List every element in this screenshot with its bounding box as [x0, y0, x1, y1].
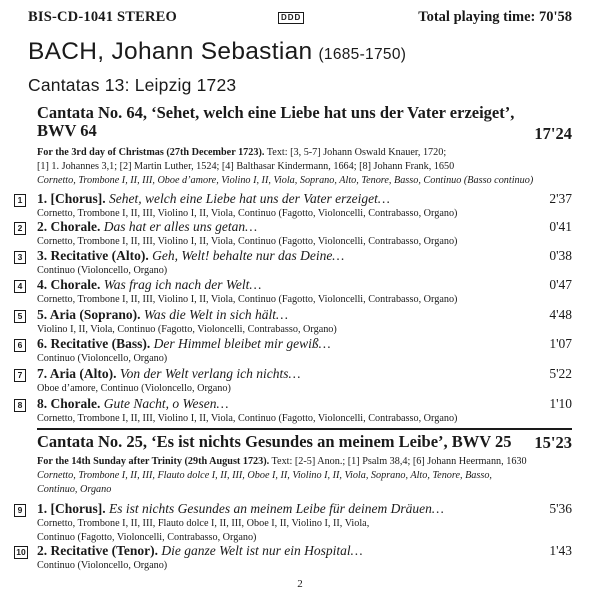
- track-duration: 0'41: [549, 219, 572, 234]
- track-title: [37, 336, 331, 352]
- track-row[interactable]: [14, 396, 572, 426]
- cantata-scoring: Cornetto, Trombone I, II, III, Flauto dolce I, II, III, Oboe I, II, Violino I, II, Viola, Soprano, Alto, Tenore, Basso,: [37, 470, 492, 481]
- track-row[interactable]: [14, 336, 572, 366]
- cantata-scoring-cont: Continuo, Organo: [37, 484, 112, 495]
- album-title: Cantatas 13: Leipzig 1723: [28, 75, 237, 95]
- track-duration: 5'22: [549, 366, 572, 381]
- movement-text: Von der Welt verlang ich nichts…: [119, 366, 301, 381]
- ddd-badge: DDD: [278, 12, 304, 24]
- text-sources: Text: [3, 5-7] Johann Oswald Knauer, 1720;: [266, 147, 447, 158]
- cantata-scoring: Cornetto, Trombone I, II, III, Oboe d’amore, Violino I, II, Viola, Soprano, Alto, Tenore, Basso, Continuo (Basso continuo): [37, 175, 534, 186]
- track-number-box: 8: [14, 399, 26, 412]
- track-title: [37, 277, 261, 293]
- track-title: [37, 396, 229, 412]
- composer-heading: [28, 38, 406, 66]
- track-number-box: 6: [14, 339, 26, 352]
- track-number-box: 2: [14, 222, 26, 235]
- composer-name: BACH, Johann Sebastian: [28, 38, 313, 65]
- track-number-box: 7: [14, 369, 26, 382]
- track-instruments: Cornetto, Trombone I, II, III, Violino I, II, Viola, Continuo (Fagotto, Violoncelli, Contrabasso, Organo): [37, 208, 458, 219]
- movement-name: 7. Aria (Alto).: [37, 366, 117, 381]
- track-number-box: 5: [14, 310, 26, 323]
- occasion-text: For the 14th Sunday after Trinity (29th August 1723).: [37, 456, 270, 467]
- track-row[interactable]: [14, 277, 572, 307]
- movement-name: 1. [Chorus].: [37, 191, 106, 206]
- text-sources-cont: [1] 1. Johannes 3,1; [2] Martin Luther, 1524; [4] Balthasar Kindermann, 1664; [8] Johann Frank, 1650: [37, 161, 455, 172]
- track-row[interactable]: [14, 366, 572, 396]
- track-duration: 1'10: [549, 396, 572, 411]
- track-number-box: 9: [14, 504, 26, 517]
- track-instruments: Violino I, II, Viola, Continuo (Fagotto, Violoncelli, Contrabasso, Organo): [37, 324, 337, 335]
- movement-name: 3. Recitative (Alto).: [37, 248, 149, 263]
- track-row[interactable]: [14, 307, 572, 337]
- track-instruments: Oboe d’amore, Continuo (Violoncello, Organo): [37, 383, 231, 394]
- movement-text: Der Himmel bleibet mir gewiß…: [153, 336, 331, 351]
- cantata-title: [37, 433, 572, 451]
- composer-dates: (1685-1750): [318, 46, 407, 63]
- movement-text: Die ganze Welt ist nur ein Hospital…: [161, 543, 363, 558]
- track-title: [37, 501, 444, 517]
- track-row[interactable]: [14, 501, 572, 545]
- cantata-title-line: Cantata No. 25, ‘Es ist nichts Gesundes an meinem Leibe’, BWV 25: [37, 432, 512, 451]
- cantata-title-line: BWV 64: [37, 121, 97, 140]
- track-duration: 4'48: [549, 307, 572, 322]
- track-number-box: 1: [14, 194, 26, 207]
- cantata-title: [37, 104, 572, 140]
- movement-text: Das hat er alles uns getan…: [103, 219, 258, 234]
- movement-name: 2. Recitative (Tenor).: [37, 543, 158, 558]
- track-duration: 2'37: [549, 191, 572, 206]
- track-duration: 1'43: [549, 543, 572, 558]
- track-instruments: Cornetto, Trombone I, II, III, Violino I, II, Viola, Continuo (Fagotto, Violoncelli, Contrabasso, Organo): [37, 236, 458, 247]
- cantata-duration: 15'23: [534, 433, 572, 452]
- cantata-duration: 17'24: [534, 124, 572, 143]
- track-title: [37, 248, 344, 264]
- cantata-occasion: [37, 146, 572, 160]
- track-title: [37, 307, 288, 323]
- movement-name: 4. Chorale.: [37, 277, 101, 292]
- track-instruments: Cornetto, Trombone I, II, III, Flauto dolce I, II, III, Oboe I, II, Violino I, II, Viola,: [37, 518, 370, 529]
- track-title: [37, 366, 300, 382]
- movement-name: 1. [Chorus].: [37, 501, 106, 516]
- track-number-box: 3: [14, 251, 26, 264]
- track-instruments: Cornetto, Trombone I, II, III, Violino I, II, Viola, Continuo (Fagotto, Violoncelli, Contrabasso, Organo): [37, 294, 458, 305]
- cantata-title-line: Cantata No. 64, ‘Sehet, welch eine Liebe hat uns der Vater erzeiget’,: [37, 103, 515, 122]
- movement-text: Sehet, welch eine Liebe hat uns der Vater erzeiget…: [109, 191, 390, 206]
- track-instruments: Continuo (Violoncello, Organo): [37, 353, 168, 364]
- track-row[interactable]: [14, 191, 572, 221]
- header-bar: [28, 9, 572, 29]
- track-instruments: Continuo (Violoncello, Organo): [37, 560, 168, 571]
- movement-text: Es ist nichts Gesundes an meinem Leibe für deinem Dräuen…: [109, 501, 444, 516]
- track-number-box: 10: [14, 546, 28, 559]
- track-instruments: Continuo (Violoncello, Organo): [37, 265, 168, 276]
- movement-text: Was frag ich nach der Welt…: [103, 277, 262, 292]
- track-duration: 0'38: [549, 248, 572, 263]
- movement-text: Geh, Welt! behalte nur das Deine…: [152, 248, 345, 263]
- cantata-occasion: [37, 455, 572, 469]
- track-title: [37, 543, 363, 559]
- track-duration: 1'07: [549, 336, 572, 351]
- page-number: 2: [297, 578, 303, 590]
- track-title: [37, 219, 257, 235]
- occasion-text: For the 3rd day of Christmas (27th December 1723).: [37, 147, 265, 158]
- text-sources: Text: [2-5] Anon.; [1] Psalm 38,4; [6] Johann Heermann, 1630: [271, 456, 527, 467]
- movement-name: 2. Chorale.: [37, 219, 101, 234]
- track-row[interactable]: [14, 248, 572, 278]
- movement-name: 5. Aria (Soprano).: [37, 307, 141, 322]
- cantata-header: [37, 104, 572, 188]
- track-instruments: Cornetto, Trombone I, II, III, Violino I, II, Viola, Continuo (Fagotto, Violoncelli, Contrabasso, Organo): [37, 413, 458, 424]
- total-playing-time: Total playing time: 70'58: [418, 9, 572, 25]
- track-number-box: 4: [14, 280, 26, 293]
- cantata-header: [37, 433, 572, 497]
- movement-text: Was die Welt in sich hält…: [143, 307, 289, 322]
- catalog-number: BIS-CD-1041 STEREO: [28, 9, 178, 25]
- track-duration: 5'36: [549, 501, 572, 516]
- track-row[interactable]: [14, 219, 572, 249]
- section-divider: [37, 428, 572, 430]
- movement-text: Gute Nacht, o Wesen…: [103, 396, 229, 411]
- movement-name: 8. Chorale.: [37, 396, 101, 411]
- track-instruments-cont: Continuo (Fagotto, Violoncelli, Contrabasso, Organo): [37, 532, 257, 543]
- track-row[interactable]: [14, 543, 572, 573]
- movement-name: 6. Recitative (Bass).: [37, 336, 151, 351]
- track-duration: 0'47: [549, 277, 572, 292]
- track-title: [37, 191, 390, 207]
